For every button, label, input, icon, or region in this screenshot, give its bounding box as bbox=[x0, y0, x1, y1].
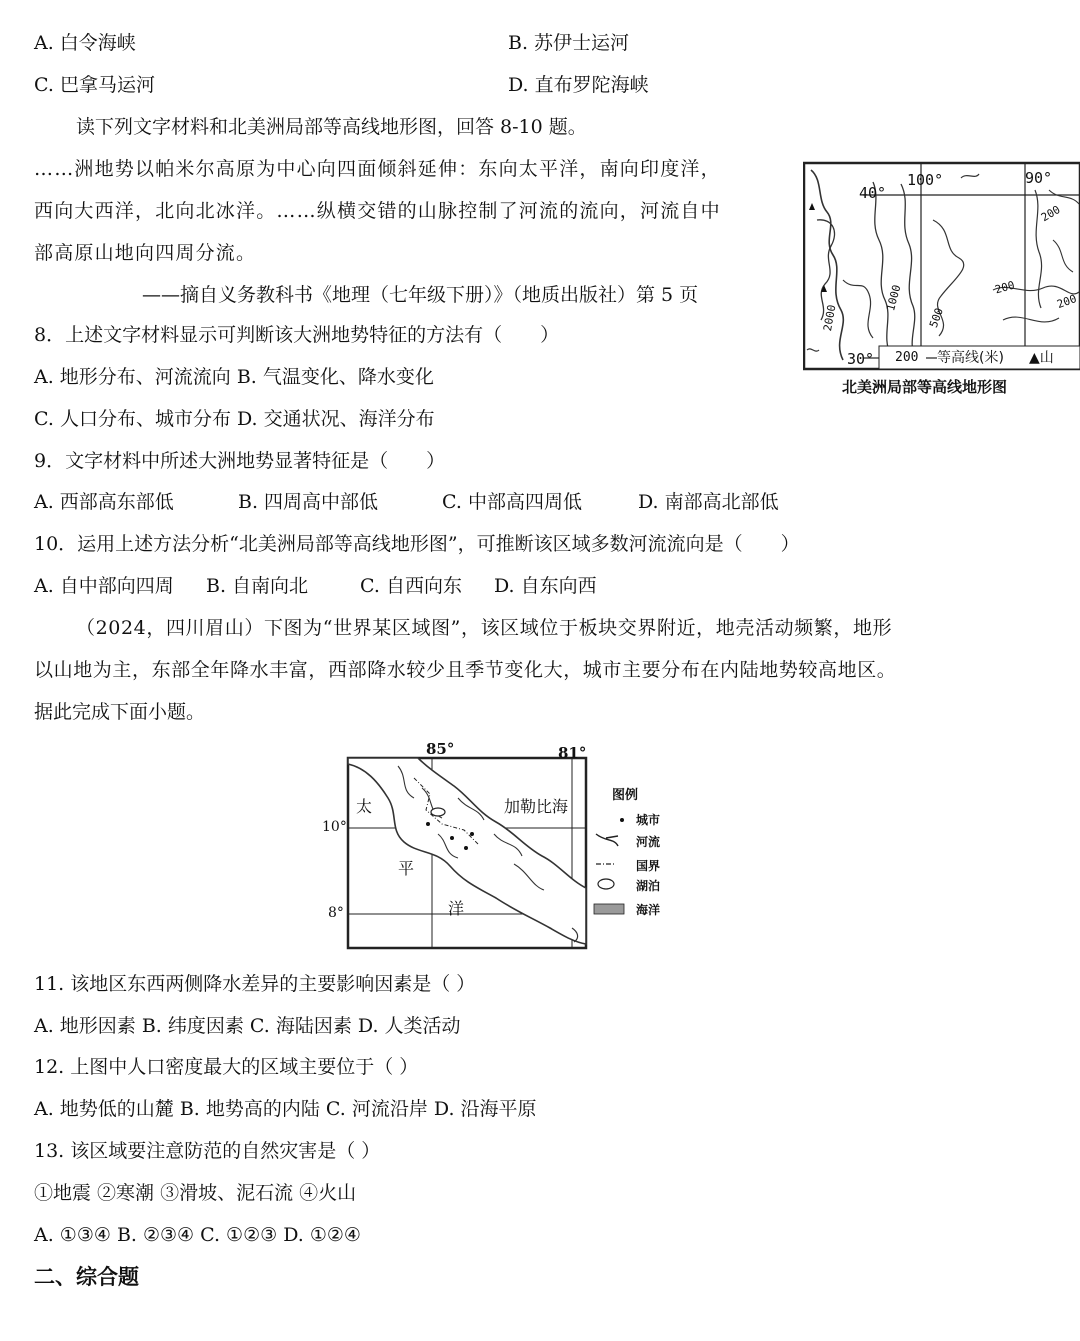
q13-options: A. ①③④ B. ②③④ C. ①②③ D. ①②④ bbox=[34, 1224, 361, 1246]
map1-contour-200-c: 200 bbox=[1055, 292, 1079, 312]
map2-legend-border: 国界 bbox=[636, 859, 661, 873]
section-2-title: 二、综合题 bbox=[34, 1264, 139, 1289]
map2-lon-81: 81° bbox=[558, 744, 587, 762]
world-region-map bbox=[318, 738, 678, 954]
q13-stem: 13. 该区域要注意防范的自然灾害是（ ） bbox=[34, 1140, 381, 1162]
map2-legend-ocean: 海洋 bbox=[636, 903, 661, 917]
map2-label-yang: 洋 bbox=[448, 899, 465, 918]
map1-contour-200-a: 200 bbox=[1038, 202, 1063, 225]
map1-lat-30: 30° bbox=[847, 350, 875, 368]
map1-lon-100: 100° bbox=[907, 171, 944, 189]
q9-option-b: B. 四周高中部低 bbox=[238, 491, 379, 513]
q11-stem: 11. 该地区东西两侧降水差异的主要影响因素是（ ） bbox=[34, 973, 476, 995]
q11-options: A. 地形因素 B. 纬度因素 C. 海陆因素 D. 人类活动 bbox=[34, 1015, 461, 1037]
q10-option-c: C. 自西向东 bbox=[360, 575, 462, 597]
q7-option-a: A. 白令海峡 bbox=[34, 32, 136, 54]
intro-8-10: 读下列文字材料和北美洲局部等高线地形图，回答 8-10 题。 bbox=[76, 116, 587, 138]
map2-legend-city: 城市 bbox=[636, 813, 661, 827]
q10-stem: 10．运用上述方法分析“北美洲局部等高线地形图”，可推断该区域多数河流流向是（ ） bbox=[34, 533, 800, 555]
map2-legend-lake: 湖泊 bbox=[636, 879, 661, 893]
intro-11-13-line-1: （2024，四川眉山）下图为“世界某区域图”，该区域位于板块交界附近，地壳活动频繁，地形 bbox=[76, 617, 893, 639]
map2-label-tai: 太 bbox=[356, 797, 373, 816]
q10-option-d: D. 自东向西 bbox=[494, 575, 597, 597]
q10-option-b: B. 自南向北 bbox=[206, 575, 309, 597]
map1-contour-2000: 2000 bbox=[821, 303, 839, 333]
map2-label-caribbean: 加勒比海 bbox=[504, 797, 569, 816]
map2-lon-85: 85° bbox=[426, 740, 455, 758]
map2-label-ping: 平 bbox=[398, 859, 415, 878]
map2-legend-river: 河流 bbox=[636, 835, 661, 849]
q9-option-d: D. 南部高北部低 bbox=[638, 491, 779, 513]
q8-options-row-2: C. 人口分布、城市分布 D. 交通状况、海洋分布 bbox=[34, 408, 435, 430]
intro-11-13-line-3: 据此完成下面小题。 bbox=[34, 701, 206, 723]
q12-stem: 12. 上图中人口密度最大的区域主要位于（ ） bbox=[34, 1056, 419, 1078]
north-america-contour-map bbox=[803, 160, 1080, 372]
q9-option-c: C. 中部高四周低 bbox=[442, 491, 582, 513]
map1-contour-500: 500 bbox=[926, 306, 946, 330]
q8-stem: 8．上述文字材料显示可判断该大洲地势特征的方法有（ ） bbox=[34, 324, 560, 346]
q8-options-row-1: A. 地形分布、河流流向 B. 气温变化、降水变化 bbox=[34, 366, 434, 388]
map2-lat-8: 8° bbox=[328, 905, 344, 921]
map1-legend-contour: 等高线(米) bbox=[937, 350, 1004, 366]
map1-contour-1000: 1000 bbox=[884, 283, 904, 313]
map1-legend-mountain: ▲山 bbox=[1029, 350, 1054, 366]
map1-contour-200-b: 200 bbox=[993, 278, 1017, 297]
q13-items: ①地震 ②寒潮 ③滑坡、泥石流 ④火山 bbox=[34, 1182, 357, 1204]
q7-option-d: D. 直布罗陀海峡 bbox=[508, 74, 649, 96]
q7-option-b: B. 苏伊士运河 bbox=[508, 32, 630, 54]
q9-stem: 9．文字材料中所述大洲地势显著特征是（ ） bbox=[34, 450, 446, 472]
passage-line-2: 西向大西洋，北向北冰洋。……纵横交错的山脉控制了河流的流向，河流自中 bbox=[34, 200, 721, 222]
q7-option-c: C. 巴拿马运河 bbox=[34, 74, 155, 96]
map2-lat-10: 10° bbox=[322, 819, 347, 835]
map1-legend-value: 200 bbox=[895, 350, 919, 365]
map1-caption: 北美洲局部等高线地形图 bbox=[842, 378, 1008, 396]
passage-source: ——摘自义务教科书《地理（七年级下册）》（地质出版社）第 5 页 bbox=[142, 284, 699, 306]
q12-options: A. 地势低的山麓 B. 地势高的内陆 C. 河流沿岸 D. 沿海平原 bbox=[34, 1098, 537, 1120]
passage-line-3: 部高原山地向四周分流。 bbox=[34, 242, 257, 264]
q10-option-a: A. 自中部向四周 bbox=[34, 575, 174, 597]
passage-line-1: ……洲地势以帕米尔高原为中心向四面倾斜延伸：东向太平洋，南向印度洋， bbox=[34, 158, 721, 180]
map1-lon-90: 90° bbox=[1025, 169, 1053, 187]
q9-option-a: A. 西部高东部低 bbox=[34, 491, 174, 513]
map2-legend-title: 图例 bbox=[612, 788, 639, 803]
intro-11-13-line-2: 以山地为主，东部全年降水丰富，西部降水较少且季节变化大，城市主要分布在内陆地势较高地区。 bbox=[34, 659, 897, 681]
map1-lat-40: 40° bbox=[859, 184, 887, 202]
